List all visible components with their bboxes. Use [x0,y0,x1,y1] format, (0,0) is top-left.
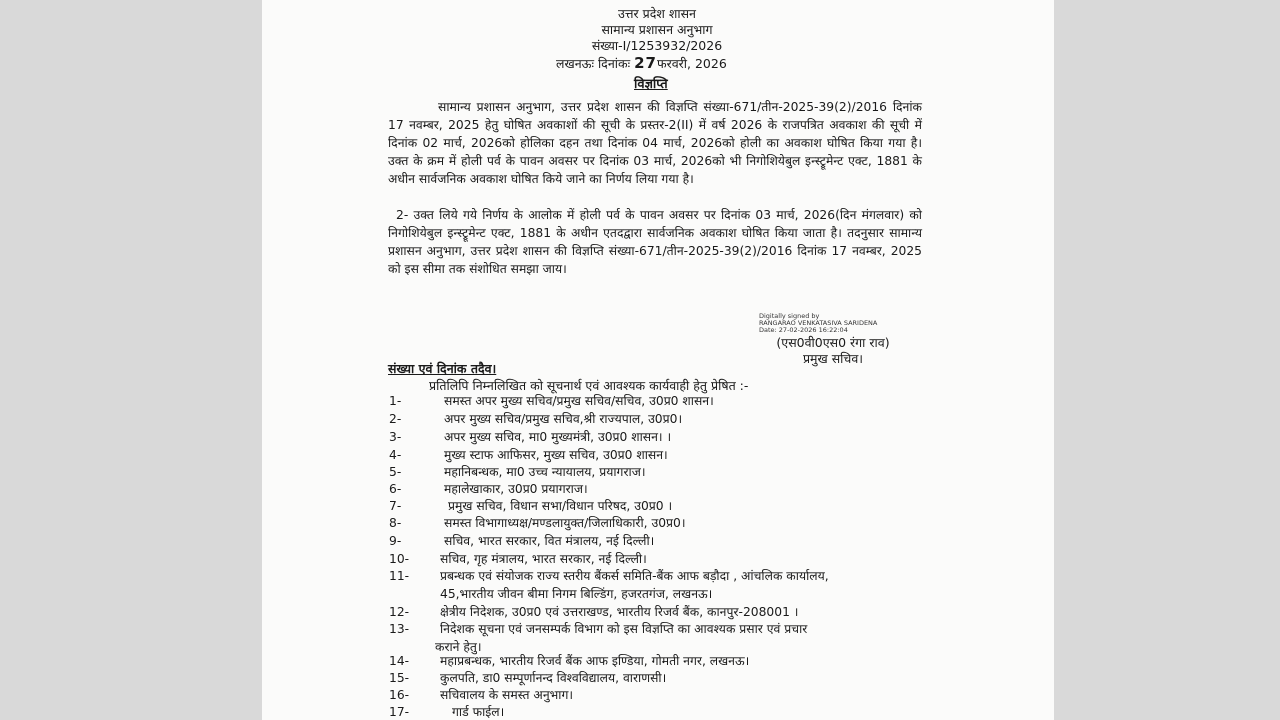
list-item-text: प्रबन्धक एवं संयोजक राज्य स्तरीय बैंकर्स समिति-बैंक आफ बड़ौदा , आंचलिक कार्यालय, [440,569,829,583]
date-prefix: लखनऊः दिनांकः [556,56,631,71]
list-item-number: 15- [389,671,410,685]
signature-stamp-line3: Date: 27-02-2026 16:22:04 [759,326,848,334]
copy-heading: संख्या एवं दिनांक तदैव। [388,361,497,376]
list-item-number: 4- [389,448,402,462]
list-item-number: 16- [389,688,410,702]
paragraph-2: 2- उक्त लिये गये निर्णय के आलोक में होली पर्व के पावन अवसर पर दिनांक 03 मार्च, 2026(दिन मंगलवार) को निगोशियेबुल इन्स्ट्रूमेन्ट एक्ट, 1881 के अधीन एतदद्वारा सार्वजनिक अवकाश घोषित किया जाता है। तदनुसार सामान्य प्रशासन अनुभाग, उत्तर प्रदेश शासन की विज्ञप्ति संख्या-671/तीन-2025-39(2)/2016 दिनांक 17 नवम्बर, 2025 को इस सीमा तक संशोधित समझा जाय। [388,208,922,276]
header-department: सामान्य प्रशासन अनुभाग [601,22,713,37]
list-item-number: 11- [389,569,410,583]
list-item-number: 12- [389,605,410,619]
list-item-number: 1- [389,394,402,408]
list-item-text: महानिबन्धक, मा0 उच्च न्यायालय, प्रयागराज। [444,465,646,479]
list-item-number: 5- [389,465,402,479]
list-item-number: 7- [389,499,402,513]
list-item-text: कुलपति, डा0 सम्पूर्णानन्द विश्वविद्यालय, वाराणसी। [440,671,667,685]
list-item-text: प्रमुख सचिव, विधान सभा/विधान परिषद, उ0प्र0 । [448,499,673,513]
list-item-text: समस्त अपर मुख्य सचिव/प्रमुख सचिव/सचिव, उ0प्र0 शासन। [444,394,714,408]
list-item-number: 17- [389,705,410,719]
signatory-designation: प्रमुख सचिव। [802,351,864,366]
list-item-text: कराने हेतु। [435,640,482,654]
list-item-text: समस्त विभागाध्यक्ष/मण्डलायुक्त/जिलाधिकारी, उ0प्र0। [444,516,686,530]
paragraph-1: सामान्य प्रशासन अनुभाग, उत्तर प्रदेश शासन की विज्ञप्ति संख्या-671/तीन-2025-39(2)/2016 दिनांक 17 नवम्बर, 2025 हेतु घोषित अवकाशों की सूची के प्रस्तर-2(II) में वर्ष 2026 के राजपत्रित अवकाश की सूची में दिनांक 02 मार्च, 2026को होलिका दहन तथा दिनांक 04 मार्च, 2026को होली का अवकाश घोषित किया गया है। उक्त के क्रम में होली पर्व के पावन अवसर पर दिनांक 03 मार्च, 2026को भी निगोशियेबुल इन्स्ट्रूमेन्ट एक्ट, 1881 के अधीन सार्वजनिक अवकाश घोषित किये जाने का निर्णय लिया गया है। [388,100,922,186]
list-item-text: मुख्य स्टाफ आफिसर, मुख्य सचिव, उ0प्र0 शासन। [444,448,668,462]
header-reference-number: संख्या-I/1253932/2026 [591,38,723,53]
signatory [758,335,908,367]
digital-signature-stamp [759,313,877,334]
list-item-text: सचिव, गृह मंत्रालय, भारत सरकार, नई दिल्ली। [440,552,647,566]
list-item-number: 13- [389,622,410,636]
document-page [262,0,1054,720]
signature-stamp-line1: Digitally signed by [759,312,820,320]
list-item-text: अपर मुख्य सचिव, मा0 मुख्यमंत्री, उ0प्र0 शासन। । [444,430,672,444]
list-item-number: 10- [389,552,410,566]
list-item-number: 6- [389,482,402,496]
list-item-number: 9- [389,534,402,548]
list-item-text: निदेशक सूचना एवं जनसम्पर्क विभाग को इस विज्ञप्ति का आवश्यक प्रसार एवं प्रचार [440,622,808,636]
list-item-number: 2- [389,412,402,426]
list-item-text: महाप्रबन्धक, भारतीय रिजर्व बैंक आफ इण्डिया, गोमती नगर, लखनऊ। [440,654,750,668]
header-government: उत्तर प्रदेश शासन [618,6,696,21]
list-item-number: 3- [389,430,402,444]
signatory-name: (एस0वी0एस0 रंगा राव) [776,335,890,350]
header-date [556,54,727,72]
date-handwritten-day: 27 [634,54,657,72]
list-item-text: सचिवालय के समस्त अनुभाग। [440,688,574,702]
date-suffix: फरवरी, 2026 [656,56,727,71]
notice-title: विज्ञप्ति [634,77,668,92]
signature-stamp-line2: RANGARAO VENKATASIVA SARIDENA [759,319,878,327]
list-item-number: 8- [389,516,402,530]
list-item-text: गार्ड फाईल। [452,705,505,719]
list-item-text: महालेखाकार, उ0प्र0 प्रयागराज। [444,482,588,496]
list-item-text: 45,भारतीय जीवन बीमा निगम बिल्डिंग, हजरतगंज, लखनऊ। [440,587,713,601]
list-item-text: सचिव, भारत सरकार, वित मंत्रालय, नई दिल्ली। [444,534,655,548]
list-item-text: अपर मुख्य सचिव/प्रमुख सचिव,श्री राज्यपाल, उ0प्र0। [444,412,683,426]
list-item-text: क्षेत्रीय निदेशक, उ0प्र0 एवं उत्तराखण्ड, भारतीय रिजर्व बैंक, कानपुर-208001 । [440,605,799,619]
letter-header [552,6,762,54]
list-item-number: 14- [389,654,410,668]
copy-intro: प्रतिलिपि निम्नलिखित को सूचनार्थ एवं आवश्यक कार्यवाही हेतु प्रेषित :- [429,378,749,393]
